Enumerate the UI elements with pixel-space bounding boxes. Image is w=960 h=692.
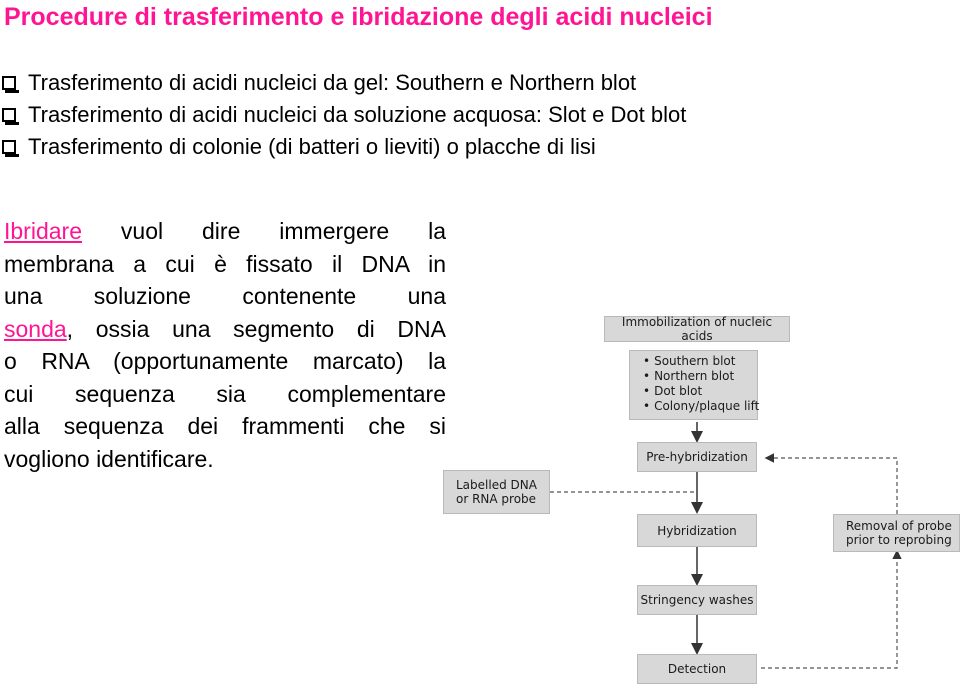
immobilization-box: Immobilization of nucleic acids [604,316,790,342]
method-item: • Southern blot [643,354,757,369]
removal-box: Removal of probe prior to reprobing [833,514,960,552]
detection-box: Detection [637,654,757,684]
arrow-removal-to-prehybridization [767,458,897,514]
methods-box [629,350,758,420]
method-item: • Dot blot [643,384,757,399]
paragraph-line: alla sequenza dei frammenti che si [4,413,446,439]
bullet-text: Trasferimento di acidi nucleici da soluzione acquosa: Slot e Dot blot [28,102,687,127]
bullet-text: Trasferimento di colonie (di batteri o lieviti) o placche di lisi [28,134,596,159]
bullet-text: Trasferimento di acidi nucleici da gel: Southern e Northern blot [28,70,637,95]
checkbox-bullet-icon [2,108,16,122]
prehybridization-box: Pre-hybridization [637,442,757,472]
highlight-ibridare: Ibridare [4,218,82,244]
paragraph-line: Ibridare vuol dire immergere la [4,218,446,244]
paragraph-line: vogliono identificare. [4,445,214,472]
paragraph-line: cui sequenza sia complementare [4,380,446,407]
paragraph-line: sonda, ossia una segmento di DNA [4,315,446,342]
checkbox-bullet-icon [2,76,16,90]
page-title: Procedure di trasferimento e ibridazione degli acidi nucleici [4,3,713,31]
paragraph-line: una soluzione contenente una [4,283,446,309]
method-item: • Colony/plaque lift [643,399,757,414]
hybridization-flow-diagram [437,302,960,692]
definition-paragraph [4,215,446,475]
arrow-detection-to-removal [761,552,897,668]
hybridization-box: Hybridization [637,514,757,547]
probe-box: Labelled DNA or RNA probe [443,470,550,514]
method-item: • Northern blot [643,369,757,384]
checkbox-bullet-icon [2,140,16,154]
paragraph-line: membrana a cui è fissato il DNA in [4,250,446,277]
paragraph-line: o RNA (opportunamente marcato) la [4,348,446,374]
washes-box: Stringency washes [637,585,757,615]
highlight-sonda: sonda [4,315,67,342]
